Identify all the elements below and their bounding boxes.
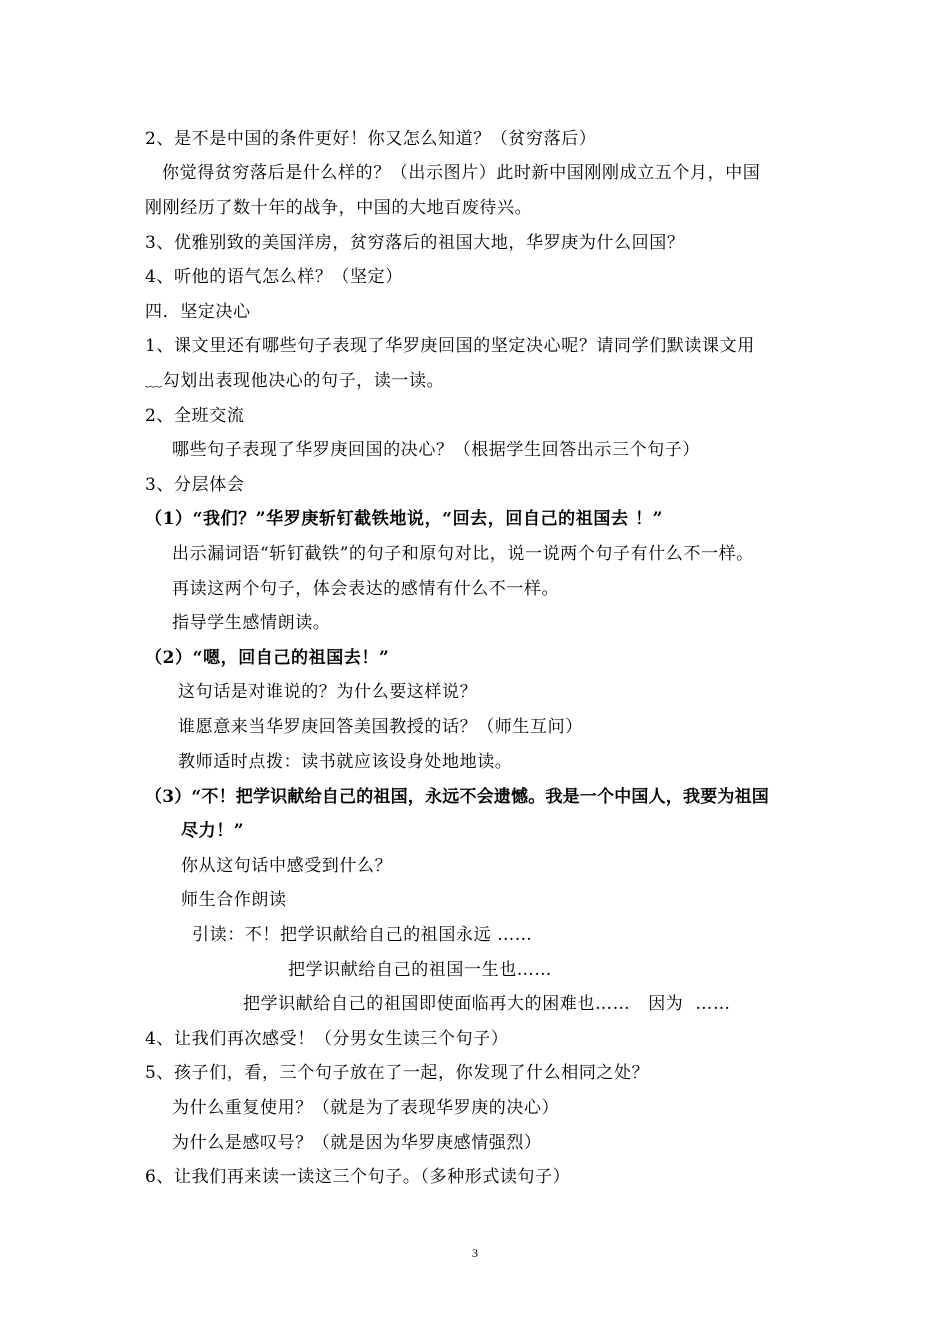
text-line: 1、课文里还有哪些句子表现了华罗庚回国的坚定决心呢？请同学们默读课文用 xyxy=(145,336,755,356)
text-line: 出示漏词语“斩钉截铁”的句子和原句对比，说一说两个句子有什么不一样。 xyxy=(172,544,754,564)
text-line: 4、听他的语气怎么样？（坚定） xyxy=(145,267,403,287)
text-line: ﹏勾划出表现他决心的句子，读一读。 xyxy=(145,371,445,391)
text-line: 师生合作朗读 xyxy=(181,890,287,910)
text-line: 教师适时点拨：读书就应该设身处地地读。 xyxy=(178,752,513,772)
text-line: 把学识献给自己的祖国即使面临再大的困难也…… 因为 …… xyxy=(243,994,731,1014)
text-line: 5、孩子们，看，三个句子放在了一起，你发现了什么相同之处？ xyxy=(145,1063,650,1083)
text-line: 再读这两个句子，体会表达的感情有什么不一样。 xyxy=(172,579,560,599)
text-line: 引读：不！把学识献给自己的祖国永远 …… xyxy=(192,925,533,945)
text-line: 指导学生感情朗读。 xyxy=(172,613,331,633)
text-line: 6、让我们再来读一读这三个句子。（多种形式读句子） xyxy=(145,1167,571,1187)
text-line: 2、全班交流 xyxy=(145,406,245,426)
section-heading: 四．坚定决心 xyxy=(145,302,251,322)
text-line: 刚刚经历了数十年的战争，中国的大地百废待兴。 xyxy=(145,198,533,218)
text-line: 你从这句话中感受到什么？ xyxy=(181,856,393,876)
text-line: 4、让我们再次感受！（分男女生读三个句子） xyxy=(145,1029,509,1049)
quote-line: （3）“不！把学识献给自己的祖国，永远不会遗憾。我是一个中国人，我要为祖国 xyxy=(145,787,770,807)
quote-line: （1）“我们？”华罗庚斩钉截铁地说，“回去，回自己的祖国去 ！” xyxy=(145,509,664,529)
page-number: 3 xyxy=(472,1246,478,1260)
text-line: 3、优雅别致的美国洋房，贫穷落后的祖国大地，华罗庚为什么回国？ xyxy=(145,233,685,253)
text-line: 哪些句子表现了华罗庚回国的决心？（根据学生回答出示三个句子） xyxy=(172,440,700,460)
text-line: 3、分层体会 xyxy=(145,475,245,495)
text-line: 为什么重复使用？（就是为了表现华罗庚的决心） xyxy=(172,1098,560,1118)
text-line: 谁愿意来当华罗庚回答美国教授的话？（师生互问） xyxy=(178,717,583,737)
text-line: 把学识献给自己的祖国一生也…… xyxy=(288,960,552,980)
text-line: 2、是不是中国的条件更好！你又怎么知道？（贫穷落后） xyxy=(145,129,597,149)
text-line: 这句话是对谁说的？为什么要这样说？ xyxy=(178,682,478,702)
quote-line: （2）“嗯，回自己的祖国去！” xyxy=(145,648,390,668)
quote-line: 尽力！” xyxy=(181,821,245,841)
text-line: 为什么是感叹号？（就是因为华罗庚感情强烈） xyxy=(172,1133,542,1153)
text-line: 你觉得贫穷落后是什么样的？（出示图片）此时新中国刚刚成立五个月，中国 xyxy=(162,163,761,183)
